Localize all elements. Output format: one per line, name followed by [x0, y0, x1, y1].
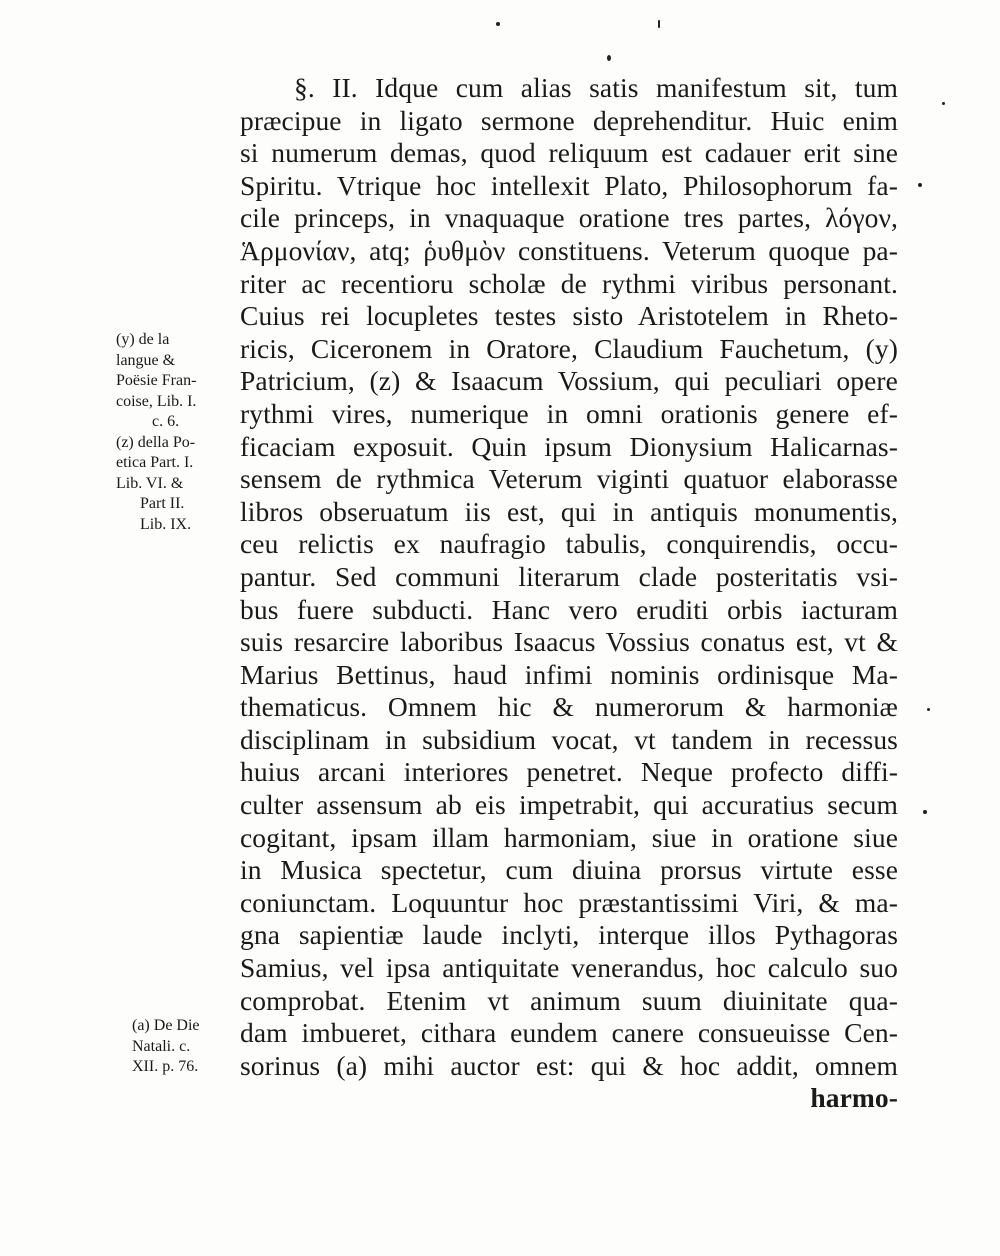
catchword: harmo-	[810, 1082, 898, 1114]
text-line: sorinus (a) mihi auctor est: qui & hoc addit, omnem	[240, 1049, 898, 1081]
margin-note-a	[132, 1016, 200, 1078]
margin-note-line: Part II.	[140, 495, 185, 512]
text-line: riter ac recentioru scholæ de rythmi viribus personant.	[240, 267, 898, 299]
text-line: sensem de rythmica Veterum viginti quatuor elaborasse	[240, 463, 898, 495]
ink-speck	[923, 810, 927, 814]
margin-note-y-z	[116, 330, 196, 535]
ink-speck	[942, 102, 945, 105]
ink-speck	[496, 22, 500, 26]
ink-speck	[927, 708, 930, 711]
text-line: cile princeps, in vnaquaque oratione tres partes, λόγον,	[240, 202, 898, 234]
text-line: in Musica spectetur, cum diuina prorsus virtute esse	[240, 854, 898, 886]
main-text-block	[240, 72, 898, 1115]
margin-note-line: Poësie Fran-	[116, 372, 197, 389]
text-line: disciplinam in subsidium vocat, vt tandem in recessus	[240, 723, 898, 755]
text-line: Samius, vel ipsa antiquitate venerandus, hoc calculo suo	[240, 952, 898, 984]
text-line: bus fuere subducti. Hanc vero eruditi orbis iacturam	[240, 593, 898, 625]
margin-note-line: XII. p. 76.	[132, 1058, 199, 1075]
text-line: pantur. Sed communi literarum clade posteritatis vsi-	[240, 560, 898, 592]
text-line: si numerum demas, quod reliquum est cadauer erit sine	[240, 137, 898, 169]
text-line: Ἁρμονίαν, atq; ῥυθμὸν constituens. Veterum quoque pa-	[240, 234, 898, 266]
text-line: cogitant, ipsam illam harmoniam, siue in oratione siue	[240, 821, 898, 853]
margin-note-line: (z) della Po-	[116, 433, 196, 451]
text-line: comprobat. Etenim vt animum suum diuinitate qua-	[240, 984, 898, 1016]
text-line: gna sapientiæ laude inclyti, interque illos Pythagoras	[240, 919, 898, 951]
text-line: Cuius rei locupletes testes sisto Aristotelem in Rheto-	[240, 300, 898, 332]
text-line: Spiritu. Vtrique hoc intellexit Plato, Philosophorum fa-	[240, 169, 898, 201]
margin-note-line: etica Part. I.	[116, 454, 194, 471]
text-line: libros obseruatum iis est, qui in antiquis monumentis,	[240, 495, 898, 527]
margin-note-line: c. 6.	[152, 413, 180, 430]
text-line: coniunctam. Loquuntur hoc præstantissimi Viri, & ma-	[240, 886, 898, 918]
margin-note-line: Natali. c.	[132, 1037, 191, 1055]
ink-speck	[607, 55, 611, 61]
text-line: ceu relictis ex naufragio tabulis, conquirendis, occu-	[240, 528, 898, 560]
text-line: ricis, Ciceronem in Oratore, Claudium Fauchetum, (y)	[240, 332, 898, 364]
text-line: Patricium, (z) & Isaacum Vossium, qui peculiari opere	[240, 365, 898, 397]
text-line: præcipue in ligato sermone deprehenditur. Huic enim	[240, 104, 898, 136]
text-line: ficaciam exposuit. Quin ipsum Dionysium Halicarnas-	[240, 430, 898, 462]
text-line: rythmi vires, numerique in omni orationis genere ef-	[240, 397, 898, 429]
margin-note-line: (y) de la	[116, 331, 170, 348]
margin-note-line: langue &	[116, 351, 176, 369]
text-line: thematicus. Omnem hic & numerorum & harmoniæ	[240, 691, 898, 723]
margin-note-line: Lib. IX.	[140, 515, 192, 533]
ink-speck	[658, 20, 660, 28]
text-line: Marius Bettinus, haud infimi nominis ordinisque Ma-	[240, 658, 898, 690]
margin-note-line: Lib. VI. &	[116, 474, 184, 492]
text-line: huius arcani interiores penetret. Neque profecto diffi-	[240, 756, 898, 788]
text-line: culter assensum ab eis impetrabit, qui accuratius secum	[240, 789, 898, 821]
margin-note-line: (a) De Die	[132, 1017, 200, 1034]
text-line: §. II. Idque cum alias satis manifestum sit, tum	[294, 72, 898, 103]
ink-speck	[918, 183, 922, 187]
margin-note-line: coise, Lib. I.	[116, 392, 197, 410]
text-line: suis resarcire laboribus Isaacus Vossius conatus est, vt &	[240, 626, 898, 658]
text-line: dam imbueret, cithara eundem canere consueuisse Cen-	[240, 1017, 898, 1049]
